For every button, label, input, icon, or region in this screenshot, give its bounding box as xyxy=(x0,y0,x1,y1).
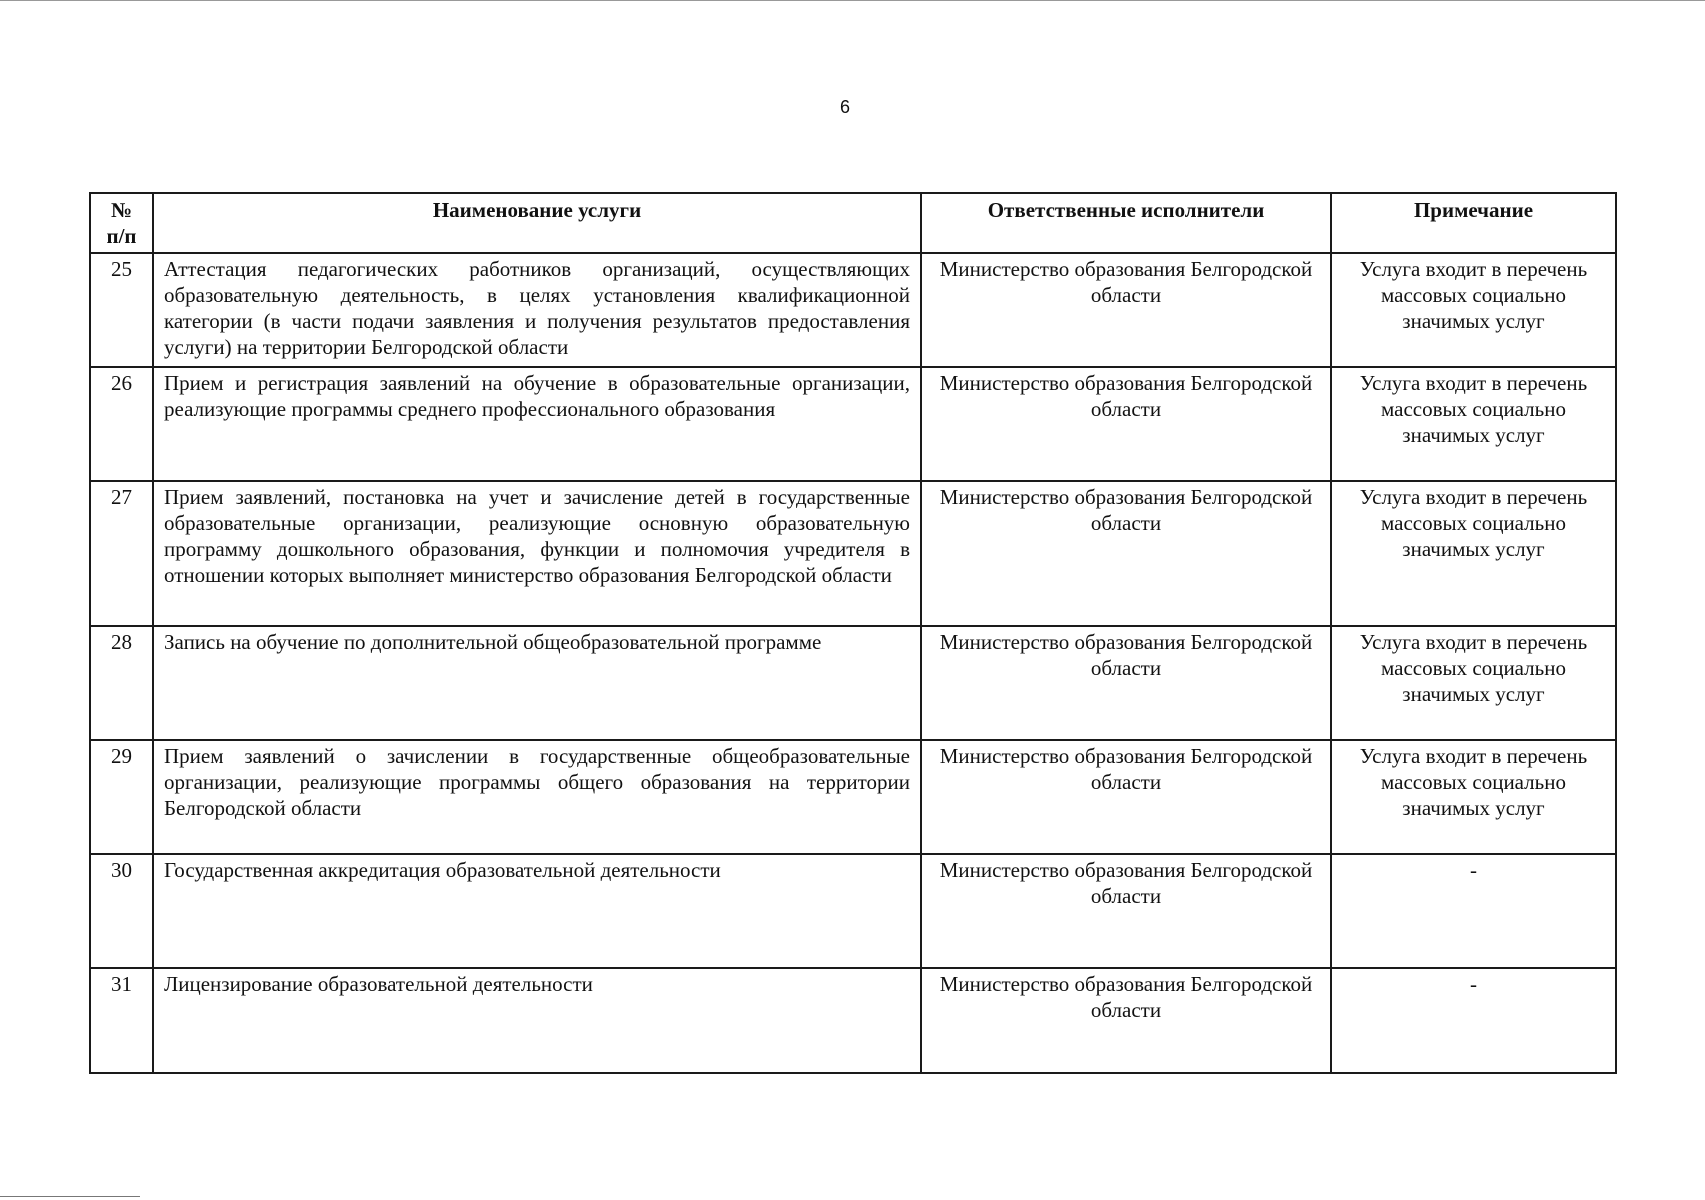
service-name: Лицензирование образовательной деятельности xyxy=(153,968,921,1073)
services-table xyxy=(89,192,1617,1074)
service-executors: Министерство образования Белгородской области xyxy=(921,481,1331,626)
service-name: Прием заявлений о зачислении в государственные общеобразовательные организации, реализующие программы общего образования на территории Белгородской области xyxy=(153,740,921,854)
table-row xyxy=(90,740,1616,854)
service-note: Услуга входит в перечень массовых социально значимых услуг xyxy=(1331,481,1616,626)
service-executors: Министерство образования Белгородской области xyxy=(921,854,1331,968)
header-num: № п/п xyxy=(90,193,153,253)
table-row xyxy=(90,367,1616,481)
table-row xyxy=(90,968,1616,1073)
service-note: Услуга входит в перечень массовых социально значимых услуг xyxy=(1331,367,1616,481)
service-note: - xyxy=(1331,854,1616,968)
page-number: 6 xyxy=(839,97,850,117)
row-num: 30 xyxy=(90,854,153,968)
scan-top-edge xyxy=(0,0,1705,1)
service-note: Услуга входит в перечень массовых социально значимых услуг xyxy=(1331,626,1616,740)
scan-bottom-edge xyxy=(0,1196,140,1197)
row-num: 28 xyxy=(90,626,153,740)
service-note: Услуга входит в перечень массовых социально значимых услуг xyxy=(1331,253,1616,367)
row-num: 25 xyxy=(90,253,153,367)
service-executors: Министерство образования Белгородской области xyxy=(921,367,1331,481)
service-name: Аттестация педагогических работников организаций, осуществляющих образовательную деятельность, в целях установления квалификационной категории (в части подачи заявления и получения результатов предоставления услуги) на территории Белгородской области xyxy=(153,253,921,367)
service-name: Государственная аккредитация образовательной деятельности xyxy=(153,854,921,968)
row-num: 26 xyxy=(90,367,153,481)
table-header-row xyxy=(90,193,1616,253)
row-num: 27 xyxy=(90,481,153,626)
row-num: 31 xyxy=(90,968,153,1073)
service-name: Прием заявлений, постановка на учет и зачисление детей в государственные образовательные организации, реализующие основную образовательную программу дошкольного образования, функции и полномочия учредителя в отношении которых выполняет министерство образования Белгородской области xyxy=(153,481,921,626)
table-row xyxy=(90,854,1616,968)
service-note: - xyxy=(1331,968,1616,1073)
table-row xyxy=(90,626,1616,740)
row-num: 29 xyxy=(90,740,153,854)
service-note: Услуга входит в перечень массовых социально значимых услуг xyxy=(1331,740,1616,854)
header-executors: Ответственные исполнители xyxy=(921,193,1331,253)
header-note: Примечание xyxy=(1331,193,1616,253)
header-name: Наименование услуги xyxy=(153,193,921,253)
service-name: Прием и регистрация заявлений на обучение в образовательные организации, реализующие программы среднего профессионального образования xyxy=(153,367,921,481)
service-executors: Министерство образования Белгородской области xyxy=(921,626,1331,740)
table-row xyxy=(90,253,1616,367)
service-executors: Министерство образования Белгородской области xyxy=(921,253,1331,367)
table-row xyxy=(90,481,1616,626)
service-executors: Министерство образования Белгородской области xyxy=(921,740,1331,854)
service-name: Запись на обучение по дополнительной общеобразовательной программе xyxy=(153,626,921,740)
service-executors: Министерство образования Белгородской области xyxy=(921,968,1331,1073)
